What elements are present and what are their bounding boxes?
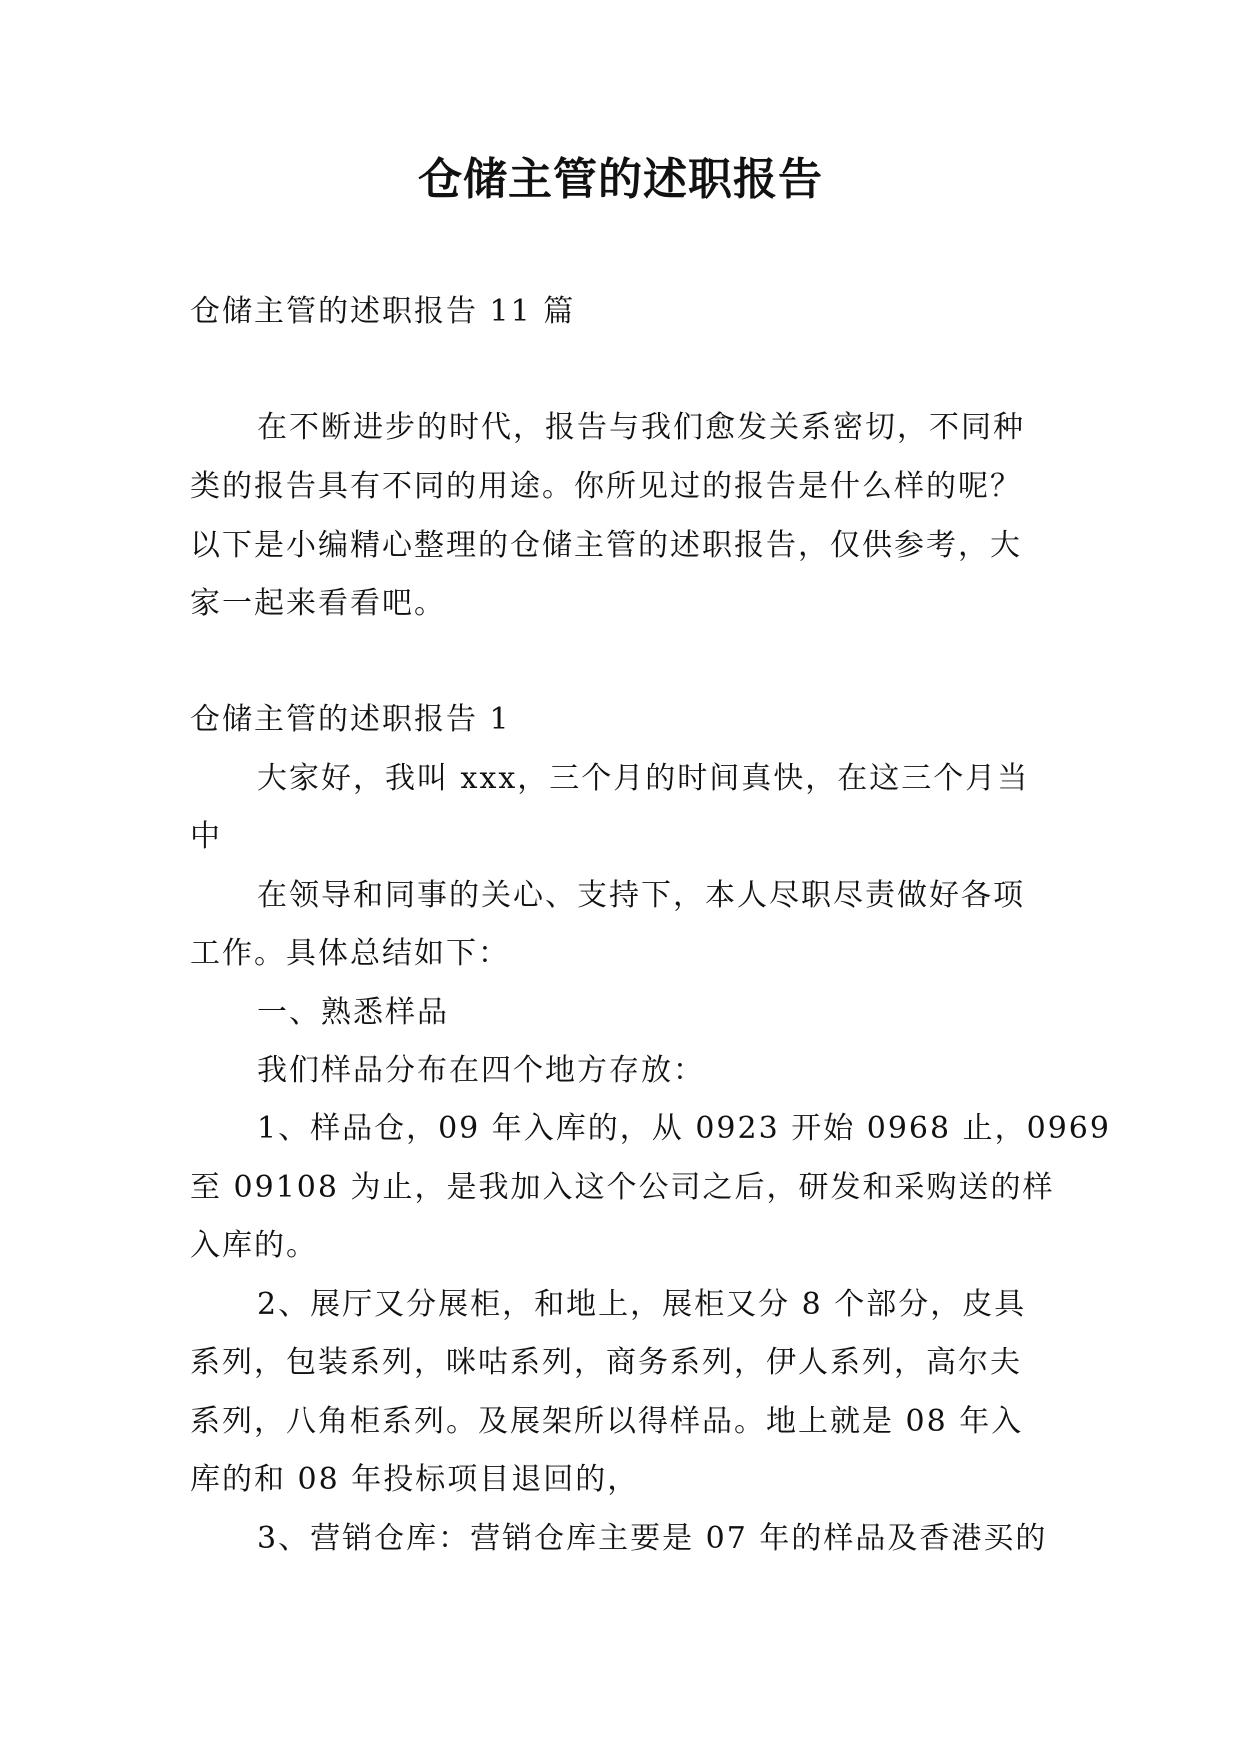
body-line: 库的和 08 年投标项目退回的， bbox=[190, 1462, 640, 1497]
body-line: 入库的。 bbox=[190, 1228, 318, 1263]
body-line: 至 09108 为止，是我加入这个公司之后，研发和采购送的样 bbox=[190, 1170, 1055, 1205]
section-heading: 仓储主管的述职报告 1 bbox=[190, 702, 511, 737]
body-line: 系列，八角柜系列。及展架所以得样品。地上就是 08 年入 bbox=[190, 1404, 1024, 1439]
intro-line: 以下是小编精心整理的仓储主管的述职报告，仅供参考，大 bbox=[190, 528, 1022, 563]
body-line: 工作。具体总结如下： bbox=[190, 936, 510, 971]
intro-line: 家一起来看看吧。 bbox=[190, 586, 446, 621]
document-subtitle: 仓储主管的述职报告 11 篇 bbox=[190, 294, 576, 329]
body-line: 中 bbox=[190, 819, 222, 854]
body-line: 系列，包装系列，咪咕系列，商务系列，伊人系列，高尔夫 bbox=[190, 1345, 1022, 1380]
intro-line: 在不断进步的时代，报告与我们愈发关系密切，不同种 bbox=[257, 410, 1025, 445]
body-line: 2、展厅又分展柜，和地上，展柜又分 8 个部分，皮具 bbox=[257, 1287, 1027, 1322]
intro-line: 类的报告具有不同的用途。你所见过的报告是什么样的呢？ bbox=[190, 469, 1022, 504]
body-line: 在领导和同事的关心、支持下，本人尽职尽责做好各项 bbox=[257, 878, 1025, 913]
body-line: 1、样品仓，09 年入库的，从 0923 开始 0968 止，0969 bbox=[257, 1111, 1111, 1146]
body-line: 我们样品分布在四个地方存放： bbox=[257, 1053, 705, 1088]
body-line: 一、熟悉样品 bbox=[257, 995, 449, 1030]
body-line: 3、营销仓库：营销仓库主要是 07 年的样品及香港买的 bbox=[257, 1521, 1048, 1556]
document-title: 仓储主管的述职报告 bbox=[418, 154, 823, 205]
body-line: 大家好，我叫 xxx，三个月的时间真快，在这三个月当 bbox=[257, 761, 1030, 796]
